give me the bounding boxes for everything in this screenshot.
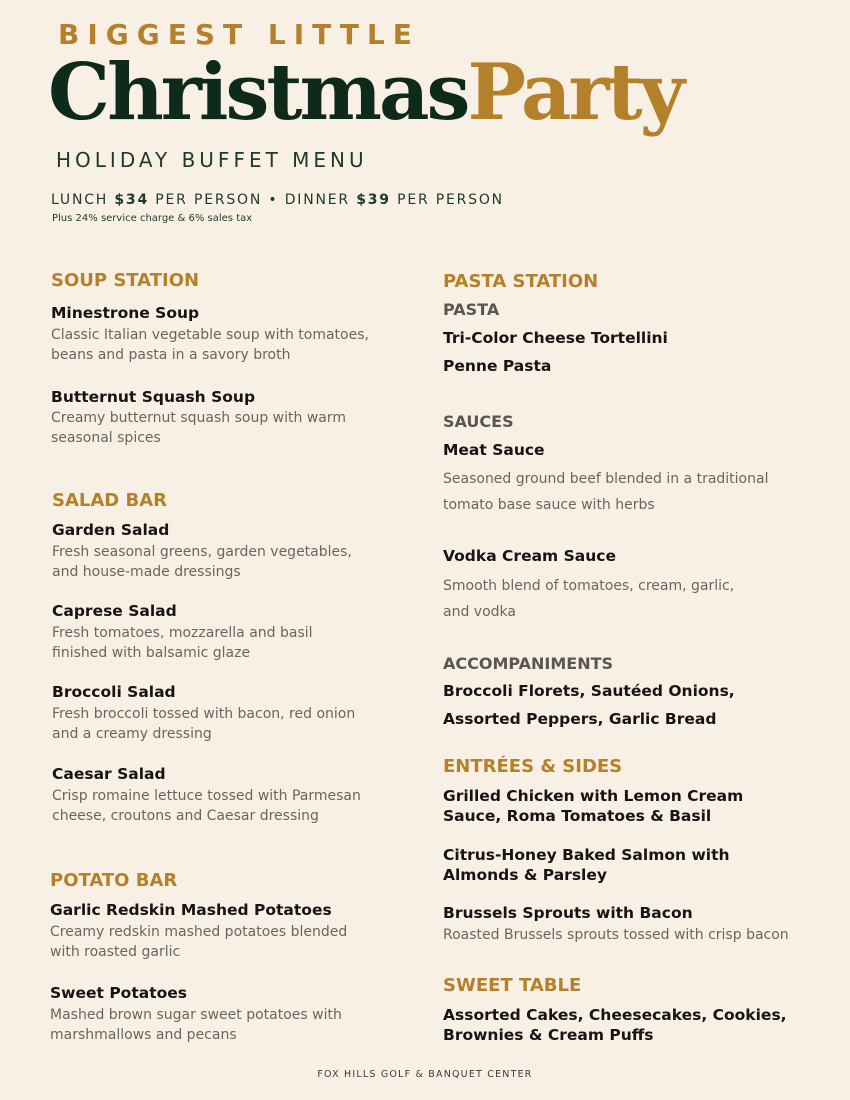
accompaniments-list: Broccoli Florets, Sautéed Onions, Assorted Peppers, Garlic Bread xyxy=(443,682,735,728)
menu-item-desc: Creamy redskin mashed potatoes blended with roasted garlic xyxy=(50,924,348,960)
menu-item-name: Vodka Cream Sauce xyxy=(443,547,616,565)
menu-item-name: Tri-Color Cheese Tortellini xyxy=(443,329,668,347)
menu-item-desc: Fresh seasonal greens, garden vegetables, and house-made dressings xyxy=(52,544,352,580)
title-christmas: Christmas xyxy=(48,47,468,138)
menu-item-name: Brussels Sprouts with Bacon xyxy=(443,904,693,922)
sauces-subheading: SAUCES xyxy=(443,412,514,431)
lunch-suffix: PER PERSON • DINNER xyxy=(155,192,350,208)
menu-item-desc: Fresh tomatoes, mozzarella and basil finished with balsamic glaze xyxy=(52,625,313,661)
menu-item-desc: Smooth blend of tomatoes, cream, garlic, and vodka xyxy=(443,578,735,620)
salad-bar-heading: SALAD BAR xyxy=(52,490,168,511)
lunch-price: $34 xyxy=(114,192,150,208)
menu-item-name: Grilled Chicken with Lemon Cream Sauce, Roma Tomatoes & Basil xyxy=(443,787,744,825)
menu-item-name: Citrus-Honey Baked Salmon with Almonds & Parsley xyxy=(443,846,730,884)
lunch-label: LUNCH xyxy=(51,192,109,208)
menu-item-name: Sweet Potatoes xyxy=(50,984,187,1002)
menu-item-name: Minestrone Soup xyxy=(51,304,200,322)
menu-item-desc: Seasoned ground beef blended in a traditional tomato base sauce with herbs xyxy=(443,471,769,513)
entrees-sides-heading: ENTRÉES & SIDES xyxy=(443,756,623,777)
venue-footer: FOX HILLS GOLF & BANQUET CENTER xyxy=(317,1069,533,1080)
menu-item-desc: Creamy butternut squash soup with warm seasonal spices xyxy=(51,410,346,446)
menu-item-desc: Classic Italian vegetable soup with tomatoes, beans and pasta in a savory broth xyxy=(51,327,369,363)
accompaniments-subheading: ACCOMPANIMENTS xyxy=(443,654,614,673)
menu-item-desc: Mashed brown sugar sweet potatoes with marshmallows and pecans xyxy=(50,1007,342,1043)
dinner-suffix: PER PERSON xyxy=(397,192,504,208)
sweet-table-heading: SWEET TABLE xyxy=(443,975,582,996)
dinner-price: $39 xyxy=(356,192,391,208)
sweet-items: Assorted Cakes, Cheesecakes, Cookies, Brownies & Cream Puffs xyxy=(443,1006,787,1044)
pasta-station-heading: PASTA STATION xyxy=(443,271,599,292)
menu-item-name: Meat Sauce xyxy=(443,441,545,459)
pasta-subheading: PASTA xyxy=(443,300,500,319)
menu-item-name: Penne Pasta xyxy=(443,357,552,375)
menu-item-desc: Roasted Brussels sprouts tossed with crisp bacon xyxy=(443,927,789,943)
brand-tagline: BIGGEST LITTLE xyxy=(58,18,420,51)
tax-note: Plus 24% service charge & 6% sales tax xyxy=(52,213,253,224)
menu-item-desc: Crisp romaine lettuce tossed with Parmesan cheese, croutons and Caesar dressing xyxy=(52,788,361,824)
title-party: Party xyxy=(467,47,682,138)
menu-item-name: Garlic Redskin Mashed Potatoes xyxy=(50,901,332,919)
menu-item-name: Caesar Salad xyxy=(52,765,166,783)
pricing-line xyxy=(51,192,504,208)
menu-item-name: Broccoli Salad xyxy=(52,683,176,701)
menu-item-name: Garden Salad xyxy=(52,521,170,539)
menu-subtitle: HOLIDAY BUFFET MENU xyxy=(56,148,368,172)
menu-item-name: Caprese Salad xyxy=(52,602,177,620)
page-title xyxy=(48,47,682,138)
potato-bar-heading: POTATO BAR xyxy=(50,870,178,891)
menu-item-name: Butternut Squash Soup xyxy=(51,388,256,406)
menu-item-desc: Fresh broccoli tossed with bacon, red onion and a creamy dressing xyxy=(52,706,356,742)
soup-station-heading: SOUP STATION xyxy=(51,270,200,291)
